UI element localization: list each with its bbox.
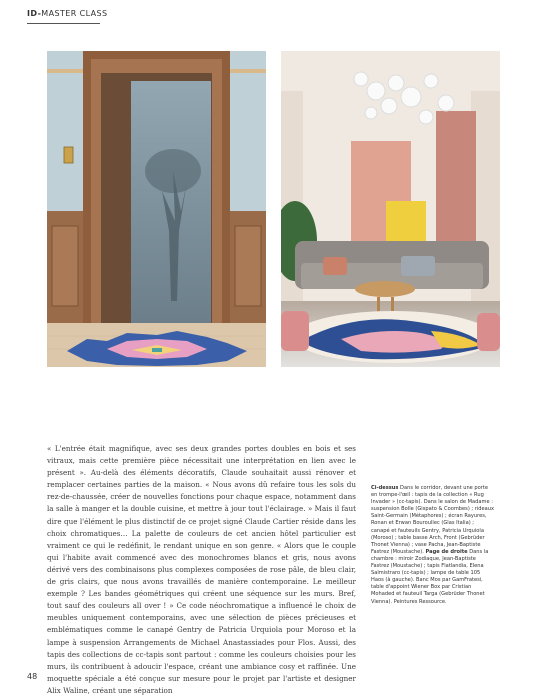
section-title: MASTER CLASS [41,9,108,18]
caption-heading-right-page: Page de droite [425,548,468,555]
article-body [47,443,356,697]
photo-living-room [281,51,500,367]
article-paragraph: « L'entrée était magnifique, avec ses deux grandes portes doubles en bois et ses vitraux, mais cette première pièce nécessitait une interprétation en lien avec le présent ». Au-delà des éléments décoratifs, Claude souhaitait aussi rénover et remplacer certaines parties de la maison. « Nous avons dû refaire tous les sols du rez-de-chaussée, créer de nouvelles fonctions pour chaque espace, notamment dans la salle à manger et la double cuisine, et mettre à jour tout l'éclairage. » Mais il faut dire que l'élément le plus distinctif de ce projet signé Claude Cartier réside dans les choix chromatiques… La palette de couleurs de cet ancien hôtel particulier est vraiment ce qui le redéfinit, le rendant unique en son genre. « Alors que le couple qui l'habite avait commencé avec des monochromes blancs et gris, nous avons dérivé vers des combinaisons plus complexes composées de rose pâle, de bleu clair, de gris clairs, que nous avons travaillés de manière contemporaine. Le meilleur exemple ? Les bandes géométriques qui créent une séquence sur les murs. Bref, tout sauf des couleurs all over ! » Ce code néochromatique a influencé le choix de meubles uniquement contemporains, avec une sélection de pièces précieuses et emblématiques comme le canapé Gentry de Patricia Urquiola pour Moroso et la lampe à suspension Arrangements de Michael Anastassiades pour Flos. Aussi, des tapis des collections de cc-tapis sont partout : comme les couleurs choisies pour les murs, ils contribuent à adoucir l'espace, créant une ambiance cosy et raffinée. Une moquette spéciale a été conçue sur mesure pour le projet par l'artiste et designer Alix Waline, créant une séparation [47,444,356,695]
caption-heading-above: Ci-dessus [371,485,399,491]
corridor-illustration [47,51,266,367]
section-header [27,9,107,18]
caption-text-right-page: Dans la chambre : miroir Zodiaque, Jean-Baptiste Fastrez (Moustache) ; tapis Flatlandia, Elena Salmistraro (cc-tapis) ; lampe de table 105 Haos (à gauche). Banc Mos par GamFratesi, table d'appoint Wiener Box par Cristian Mohaded et fauteuil Targa (Gebrüder Thonet Vienna). Peintures Ressource. [371,548,489,605]
flatlandia-rug [293,311,493,363]
header-rule [27,23,100,24]
living-room-illustration [281,51,500,367]
photo-corridor [47,51,266,367]
page-number: 48 [27,672,38,681]
photo-caption [371,485,494,606]
magazine-brand: ID- [27,9,42,18]
caption-text-above: Dans le corridor, devant une porte en trompe-l'œil : tapis de la collection « Rug Invader » (cc-tapis). Dans le salon de Madame : suspension Bolle (Gispato & Coombes) ; rideaux Saint-Germain (Métaphores) ; écran Rayures, Ronan et Erwan Bouroullec (Glas Italia) ; canapé et fauteuils Gentry, Patricia Urquiola (Moroso) ; table basse Arch, Front (Gebrüder Thonet Vienna) ; vase Pacha, Jean-Baptiste Fastrez (Moustache). [371,485,494,555]
